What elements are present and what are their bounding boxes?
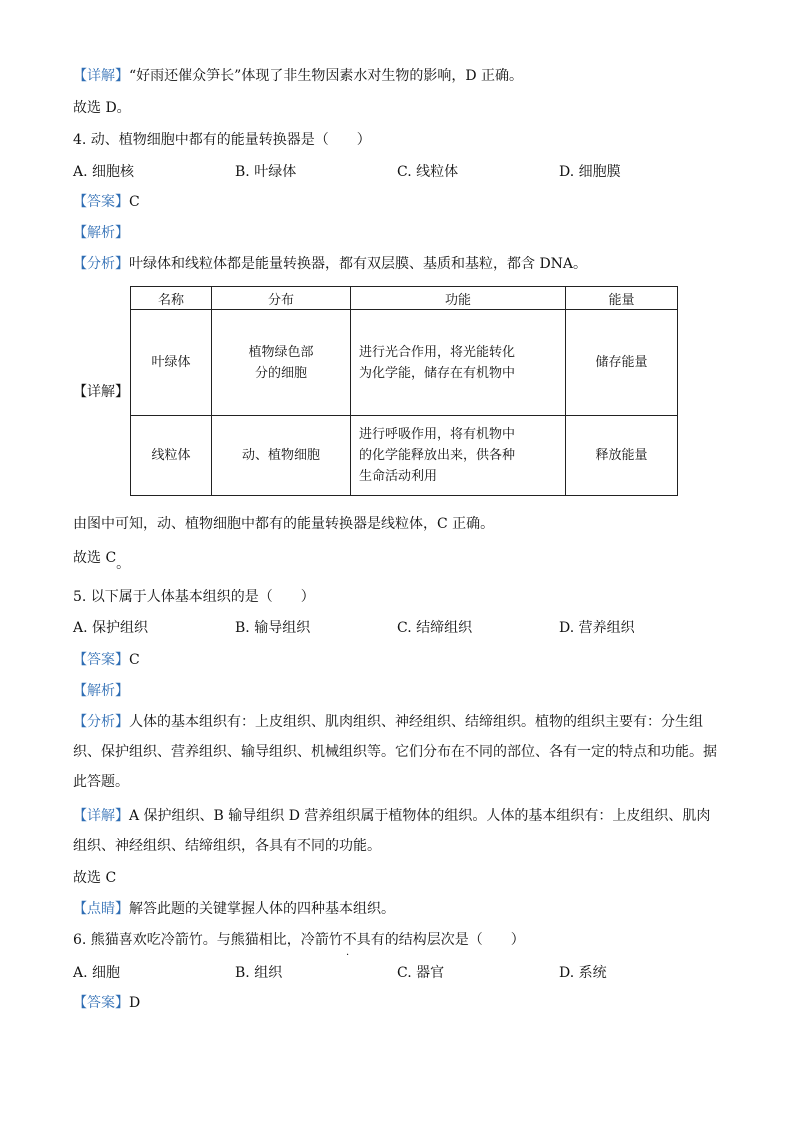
table-row: [131, 416, 678, 496]
option-c: C. 结缔组织: [397, 620, 473, 636]
cell-line: 动、植物细胞: [241, 448, 320, 463]
answer-conclusion: [73, 548, 723, 572]
conclusion-text: 故选 C: [73, 550, 117, 566]
fenxi-text: 叶绿体和线粒体都是能量转换器，都有双层膜、基质和基粒，都含 DNA。: [129, 256, 588, 272]
option-b: B. 输导组织: [235, 620, 311, 636]
option-b: B. 组织: [235, 965, 283, 981]
option-d: D. 细胞膜: [559, 164, 621, 180]
question-6: 6. 熊猫喜欢吃冷箭竹。与熊猫相比，冷箭竹不具有的结构层次是（ ）: [73, 932, 525, 948]
option-c: C. 器官: [397, 965, 445, 981]
dianjing-text: 解答此题的关键掌握人体的四种基本组织。: [129, 901, 395, 917]
fenxi-tag: 【分析】: [73, 256, 129, 272]
answer-value: C: [129, 652, 140, 668]
fenxi-paragraph: [73, 707, 723, 797]
detail-paragraph: [73, 801, 723, 861]
option-b: B. 叶绿体: [235, 164, 297, 180]
table-header-row: [131, 287, 678, 310]
fenxi-text: 人体的基本组织有：上皮组织、肌肉组织、神经组织、结缔组织。植物的组织主要有：分生组织、保护组织、营养组织、输导组织、机械组织等。它们分布在不同的部位、各有一定的特点和功能。据此答题。: [73, 714, 717, 790]
answer-value: C: [129, 194, 140, 210]
cell-line: 的化学能释放出来，供各种: [359, 448, 516, 463]
detail-tag: 【详解】: [73, 808, 129, 824]
cell-function: [351, 310, 566, 416]
answer-conclusion: 故选 C: [73, 870, 117, 886]
option-a: A. 细胞: [73, 965, 121, 981]
table-conclusion: 由图中可知，动、植物细胞中都有的能量转换器是线粒体，C 正确。: [73, 516, 495, 532]
answer-line: [73, 650, 723, 670]
cell-energy: 储存能量: [566, 310, 678, 416]
option-a: A. 保护组织: [73, 620, 149, 636]
header-energy: 能量: [566, 287, 678, 310]
cell-line: 进行呼吸作用，将有机物中: [359, 427, 516, 442]
fenxi-line: [73, 254, 723, 274]
analysis-tag: 【解析】: [73, 225, 129, 241]
option-c: C. 线粒体: [397, 164, 459, 180]
detail-tag-table: 【详解】: [73, 384, 129, 400]
header-function: 功能: [351, 287, 566, 310]
question-5: 5. 以下属于人体基本组织的是（ ）: [73, 589, 315, 605]
cell-line: 进行光合作用，将光能转化: [359, 344, 516, 360]
cell-line: 生命活动利用: [359, 469, 438, 484]
cell-energy: 释放能量: [566, 416, 678, 496]
answer-tag: 【答案】: [73, 652, 129, 668]
answer-tag: 【答案】: [73, 995, 129, 1011]
header-name: 名称: [131, 287, 212, 310]
cell-line: 分的细胞: [254, 365, 307, 381]
question-4: 4. 动、植物细胞中都有的能量转换器是（ ）: [73, 132, 371, 148]
dianjing-tag: 【点睛】: [73, 901, 129, 917]
answer-conclusion: 故选 D。: [73, 100, 131, 116]
answer-line: [73, 993, 723, 1013]
cell-line: 为化学能，储存在有机物中: [359, 365, 516, 381]
conclusion-dot: 。: [116, 556, 131, 572]
table-row: [131, 310, 678, 416]
analysis-tag: 【解析】: [73, 683, 129, 699]
option-d: D. 营养组织: [559, 620, 635, 636]
organelle-table: [130, 286, 678, 496]
answer-value: D: [129, 995, 141, 1011]
fenxi-tag: 【分析】: [73, 714, 129, 730]
detail-line: [73, 66, 723, 86]
option-a: A. 细胞核: [73, 164, 135, 180]
detail-text: “好雨还催众笋长”体现了非生物因素水对生物的影响，D 正确。: [129, 68, 523, 84]
cell-name: 线粒体: [131, 416, 212, 496]
detail-text: A 保护组织、B 输导组织 D 营养组织属于植物体的组织。人体的基本组织有：上皮组织、肌肉组织、神经组织、结缔组织，各具有不同的功能。: [73, 808, 711, 854]
answer-line: [73, 192, 723, 212]
header-distribution: 分布: [212, 287, 351, 310]
cell-function: [351, 416, 566, 496]
option-d: D. 系统: [559, 965, 607, 981]
emphasis-dot: ·: [346, 950, 350, 961]
cell-name: 叶绿体: [131, 310, 212, 416]
cell-distribution: [212, 416, 351, 496]
cell-distribution: [212, 310, 351, 416]
cell-line: 植物绿色部: [248, 344, 314, 360]
detail-tag: 【详解】: [73, 68, 129, 84]
dianjing-line: [73, 899, 723, 919]
answer-tag: 【答案】: [73, 194, 129, 210]
